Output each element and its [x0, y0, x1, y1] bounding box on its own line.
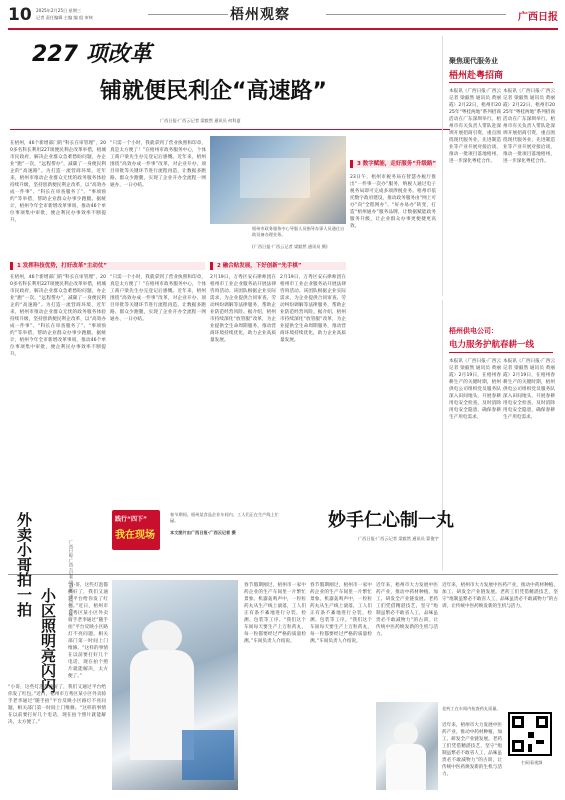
- side-title-b: 小区照明亮闪闪: [39, 588, 57, 693]
- right-top-story: [442, 36, 558, 296]
- feature-headline-block: [288, 508, 558, 548]
- qr-label: 扫码看视频: [521, 760, 543, 765]
- side-title-a: 外卖小哥拍一拍: [15, 512, 33, 617]
- feature-photo2-caption: 老药工在车间内检查药丸质量。: [442, 706, 501, 711]
- feature-headline: 妙手仁心制一丸: [328, 510, 454, 531]
- right-mid-title-big: 电力服务护航春耕一线: [449, 340, 535, 350]
- page-number: 10: [8, 5, 32, 25]
- feature-col2: 春节假期刚过，梧州市一家中药企业的生产车间里一片繁忙景象。机器轰鸣声中，一粒粒药丸从生产线上滚落，工人们正有条不紊地进行分装、检测、包装等工序。“我们这个车间每天要生产上万粒药丸，每一粒都要经过严格的质量检测。”车间负责人介绍说。: [310, 583, 372, 644]
- feature-col3: 近年来，梧州市大力发展中医药产业，推动中药材种植、加工、研发全产业链发展。老药工们凭借精湛技艺，坚守“炮制虽繁必不敢省人工，品味虽贵必不敢减物力”的古训，让传统中医药焕发新的生机与活力。: [376, 583, 438, 637]
- feature-byline: 广西日报·广西云记者 梁毅然 通讯员 蒙俊宇: [358, 536, 439, 541]
- badge-line-b: 我在现场: [115, 530, 155, 541]
- side-text-top: “小哥，这些灯泡都换好了，我们又通过平台给你发了红包。”近日，梧州市万秀区某小区外卖骑手老李通过“随手拍”平台反映小区路灯不亮问题，相关部门第一时间上门维修。“这样的事情在以前要打好几个电话，现在拍个照片就能解决，太方便了。”: [68, 583, 108, 679]
- headline-kicker: 227 项改革: [32, 42, 152, 67]
- main-col1: 在梧州，46个新增部门的“科长在审管理”，200多名科长利用227项便民利企改革举措，梧城市民政府，解决企业群众急难愁盼问题，办企业“跑”一次，“远程帮办”，减碳了一身便民利企的“高速路”。为打造一流营商环境，近年来，梧州市推动企业群众无忧的政务服务体验持续升级，坚持创新便民利企改革，以“高效办成一件事”、“科长在审查服务了”、“事项预约”等举措，帮助企业群众办事少跑腿。据统计，梧州今年全市新增改革事项，推动46个单位事项集中审批，便企利民办事效率不断提升。: [10, 141, 106, 223]
- main-col2b: “只需一个小时，我就拿到了营业执照和印章，真是太方便了！”在梧州市政务服务中心，个体工商户梁先生办完登记后感慨。近年来，梧州围绕“高效办成一件事”改革，对企业开办、项目审批等关键环节进行流程再造，让数据多跑路、群众少跑腿，实现了企业开办全流程一网通办、一日办结。: [110, 275, 206, 322]
- masthead: [8, 6, 558, 30]
- right-mid-title-small: 梧州供电公司：: [449, 327, 498, 335]
- main-headline-block: [10, 36, 450, 130]
- feature-col1: 春节假期刚过，梧州市一家中药企业的生产车间里一片繁忙景象。机器轰鸣声中，一粒粒药丸从生产线上滚落，工人们正有条不紊地进行分装、检测、包装等工序。“我们这个车间每天要生产上万粒药丸，每一粒都要经过严格的质量检测。”车间负责人介绍说。: [244, 583, 306, 644]
- main-photo: [210, 136, 346, 224]
- main-col2: “只需一个小时，我就拿到了营业执照和印章，真是太方便了！”在梧州市政务服务中心，个体工商户梁先生办完登记后感慨。近年来，梧州围绕“高效办成一件事”改革，对企业开办、项目审批等关键环节进行流程再造，让数据多跑路、群众少跑腿，实现了企业开办全流程一网通办、一日办结。: [110, 141, 206, 188]
- subhead-2: 2 融合贴发展，下好创新“先手棋”: [210, 262, 346, 270]
- side-text-bottom: “小哥，这些灯泡都换好了，我们又通过平台给你发了红包。”近日，梧州市万秀区某小区外卖骑手老李通过“随手拍”平台反映小区路灯不亮问题，相关部门第一时间上门维修。“这样的事情在以前要打好几个电话，现在拍个照片就能解决，太方便了。”: [8, 685, 106, 725]
- right-mid-col2: 本报讯（广西日报·广西云记者 梁毅然 通讯员 黄丽霞）2月19日，在梧州春耕生产的关键时期，梧州供电公司组织党员服务队深入田间地头，开展春耕用电安全检查，及时消除用电安全隐患，确保春耕生产用电需求。: [503, 359, 555, 420]
- main-col3: 2月19日，万秀区安石律师团在梧州市工业企业服务站开展法律咨询活动。该团队根据企业实际需求，为企业提供合同审查、劳动纠纷调解等法律服务，帮助企业防范经营风险。据介绍，梧州市持续深化“放管服”改革，为企业提供全生命周期服务，推动营商环境持续优化，助力企业高质量发展。: [210, 275, 276, 343]
- editor-line: 记者 责任编辑 主编 编 组 审核: [36, 15, 93, 20]
- right-top-label: 聚焦现代服务业: [449, 57, 498, 65]
- feature-photo-main: [112, 580, 238, 790]
- feature-badge: [112, 510, 160, 550]
- date-line: 2025年2月25日 星期三: [36, 8, 82, 13]
- main-byline: 广西日报·广西云记者 梁毅然 通讯员 何科夏: [160, 118, 241, 123]
- right-top-col1: 本报讯（广西日报·广西云记者 梁毅然 通讯员 黄丽霞）2月22日，梧州市2025年“粤桂两地”系列招商活动在广东深圳举行。梧州市有关负责人带队赴深圳开展招商引资，重点围绕现代服务业、先进制造业等产业开展对接洽谈，推动一批项目落地梧州，进一步深化粤桂合作。: [449, 89, 501, 164]
- badge-line-a: 践行“四下”: [115, 516, 147, 523]
- feature-photo-credit: 本文图片由广西日报·广西云记者 摄: [170, 530, 236, 535]
- subhead-1: 1 发挥科技优势，打好改革“主动仗”: [10, 262, 205, 270]
- main-photo-credit: (广西日报·广西云记者 梁毅然 通讯员 摄): [252, 244, 328, 249]
- feature-photo-caption: 春节期间，梧州某食品企业车间内，工人们正在生产线上忙碌。: [170, 512, 279, 523]
- qr-code[interactable]: [508, 712, 552, 756]
- right-top-col2: 本报讯（广西日报·广西云记者 梁毅然 通讯员 黄丽霞）2月22日，梧州市2025年“粤桂两地”系列招商活动在广东深圳举行。梧州市有关负责人带队赴深圳开展招商引资，重点围绕现代服务业、先进制造业等产业开展对接洽谈，推动一批项目落地梧州，进一步深化粤桂合作。: [503, 89, 555, 164]
- side-byline: 广西日报·广西云记者 梁毅然 通讯员 李颖: [69, 540, 74, 617]
- main-col1b: 在梧州，46个新增部门的“科长在审管理”，200多名科长利用227项便民利企改革举措，梧城市民政府，解决企业群众急难愁盼问题，办企业“跑”一次，“远程帮办”，减碳了一身便民利企的“高速路”。为打造一流营商环境，近年来，梧州市推动企业群众无忧的政务服务体验持续升级，坚持创新便民利企改革，以“高效办成一件事”、“科长在审查服务了”、“事项预约”等举措，帮助企业群众办事少跑腿。据统计，梧州今年全市新增改革事项，推动46个单位事项集中审批，便企利民办事效率不断提升。: [10, 275, 106, 357]
- subhead-3: 3 数字赋能，走好服务“升级路”: [350, 160, 436, 168]
- headline: 铺就便民利企“高速路”: [100, 79, 327, 104]
- feature-photo-small: [376, 702, 438, 790]
- right-mid-col1: 本报讯（广西日报·广西云记者 梁毅然 通讯员 黄丽霞）2月19日，在梧州春耕生产的关键时期，梧州供电公司组织党员服务队深入田间地头，开展春耕用电安全检查，及时消除用电安全隐患，确保春耕生产用电需求。: [449, 359, 501, 420]
- main-col4: 23日午，梧州市税务局在智慧办税厅推出“一件事一次办”服务，纳税人通过电子税务局即可完成多项涉税业务。梧州市依托数字政府建设，推动政务服务由“网上可办”向“全程网办”、“好办易办”转变，打造“梧州通办”服务品牌，让数据赋能政务服务升级，让企业群众办事更便捷更高效。: [350, 175, 436, 229]
- feature-col4: 近年来，梧州市大力发展中医药产业，推动中药材种植、加工、研发全产业链发展。老药工们凭借精湛技艺，坚守“炮制虽繁必不敢省人工，品味虽贵必不敢减物力”的古训，让传统中医药焕发新的生机与活力。: [442, 583, 558, 609]
- feature-col5: 近年来，梧州市大力发展中医药产业，推动中药材种植、加工、研发全产业链发展。老药工们凭借精湛技艺，坚守“炮制虽繁必不敢省人工，品味虽贵必不敢减物力”的古训，让传统中医药焕发新的生机与活力。: [442, 723, 502, 777]
- main-col3b: 2月19日，万秀区安石律师团在梧州市工业企业服务站开展法律咨询活动。该团队根据企业实际需求，为企业提供合同审查、劳动纠纷调解等法律服务，帮助企业防范经营风险。据介绍，梧州市持续深化“放管服”改革，为企业提供全生命周期服务，推动营商环境持续优化，助力企业高质量发展。: [280, 275, 346, 343]
- paper-name: 广西日报: [518, 12, 558, 23]
- section-title: 梧州观察: [230, 7, 290, 23]
- main-photo-caption: 梧州市政务服务中心导服人员指导办事人员通过自助设备办理业务。: [252, 226, 345, 237]
- right-top-title: 梧州赴粤招商: [449, 71, 504, 81]
